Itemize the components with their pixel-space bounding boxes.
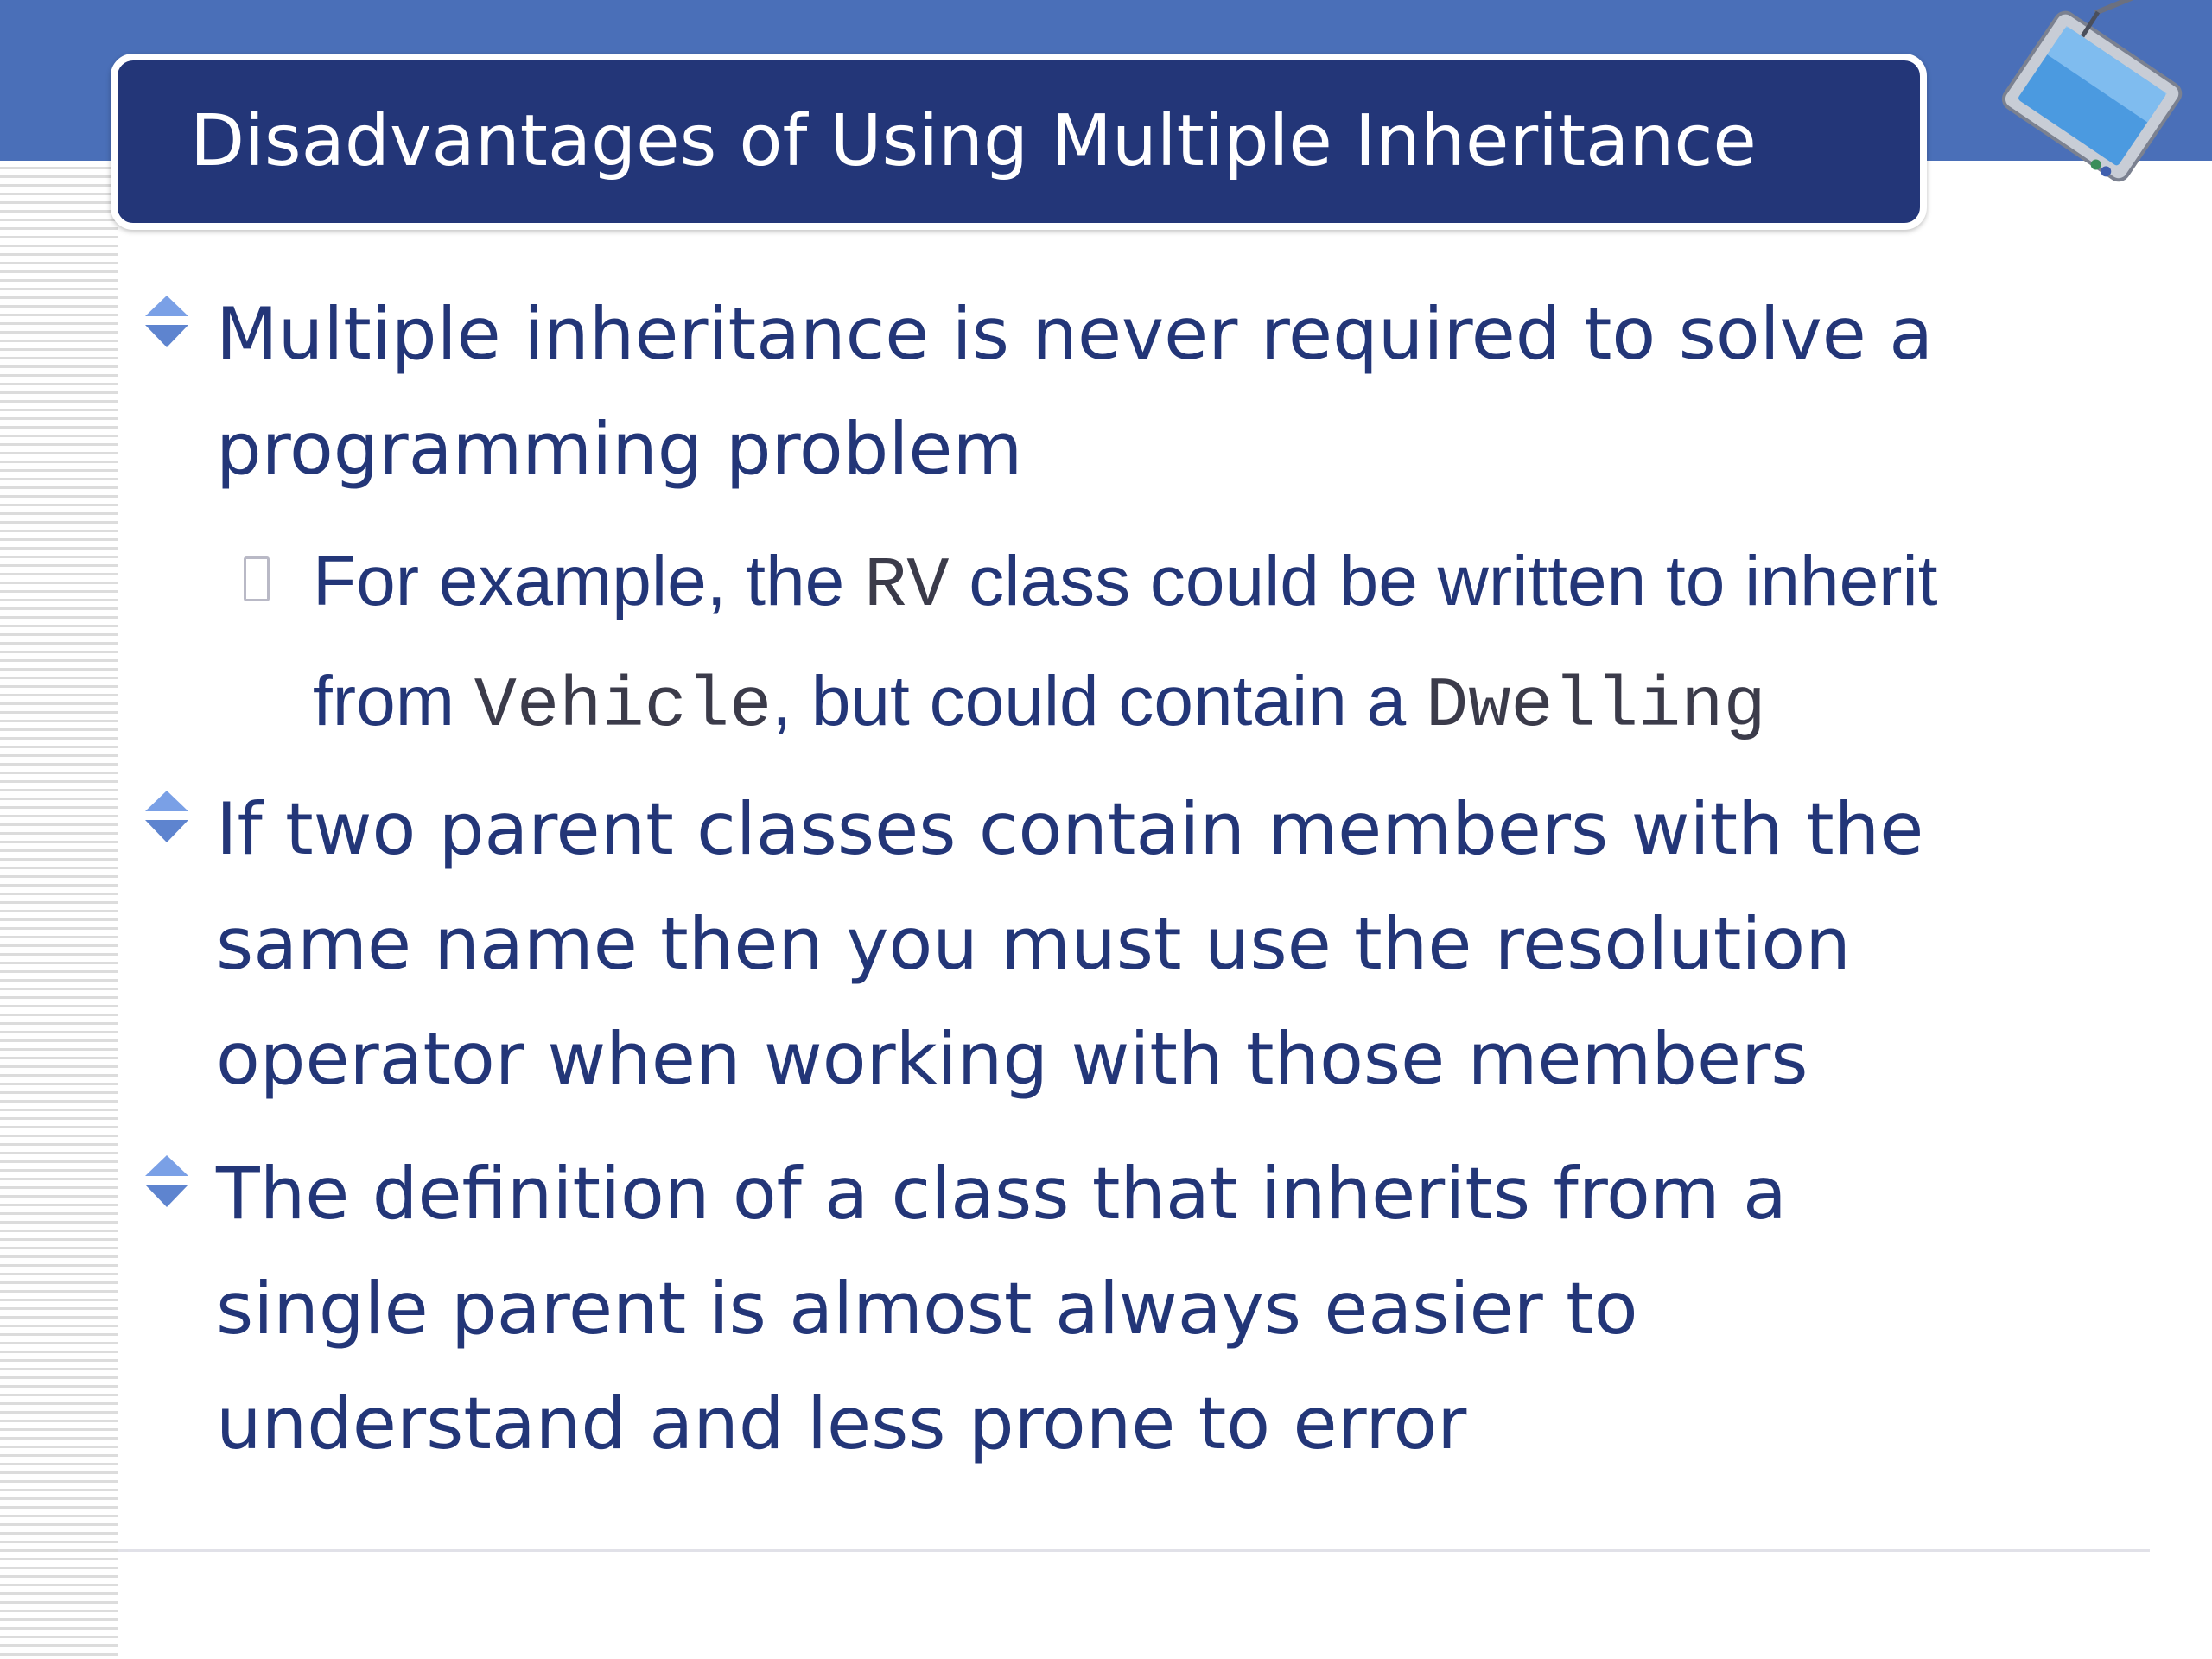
sub-bullet-text <box>313 524 1937 764</box>
bullet-1-line-1: Multiple inheritance is never required to solve a <box>216 292 1934 376</box>
sub-bullet-line-1 <box>313 524 1937 644</box>
double-triangle-icon <box>143 1154 190 1211</box>
slide-title: Disadvantages of Using Multiple Inheritance <box>190 100 1757 182</box>
bullet-1-text <box>216 276 1933 506</box>
title-box <box>111 54 1927 230</box>
code-dwelling: Dwelling <box>1426 666 1766 747</box>
bullet-2-line-2: same name then you must use the resolution <box>216 902 1851 986</box>
bullet-2-line-3: operator when working with those members <box>216 1017 1808 1101</box>
bullet-3-line-1: The definition of a class that inherits from a <box>216 1152 1787 1236</box>
double-triangle-icon <box>143 294 190 351</box>
tablet-pen-icon <box>1944 0 2212 207</box>
sub-line-1-pre: For example, the <box>313 542 865 620</box>
bullet-2-text <box>216 772 1923 1116</box>
bullet-1-line-2: programming problem <box>216 407 1023 491</box>
code-rv: RV <box>864 546 950 626</box>
code-vehicle: Vehicle <box>474 666 772 747</box>
bullet-2-line-1: If two parent classes contain members with the <box>216 787 1924 871</box>
bullet-3-line-3: understand and less prone to error <box>216 1382 1467 1465</box>
bullet-3-line-2: single parent is almost always easier to <box>216 1267 1638 1351</box>
sub-line-1-post: class could be written to inherit <box>949 542 1938 620</box>
left-stripe-decoration <box>0 161 118 1659</box>
bullet-3-text <box>216 1136 1787 1481</box>
double-triangle-icon <box>143 789 190 846</box>
sub-line-2-pre: from <box>313 662 474 741</box>
sub-line-2-mid: , but could contain a <box>772 662 1427 741</box>
divider <box>118 1549 2150 1552</box>
sub-bullet-line-2 <box>313 644 1937 764</box>
square-outline-icon <box>244 556 270 601</box>
